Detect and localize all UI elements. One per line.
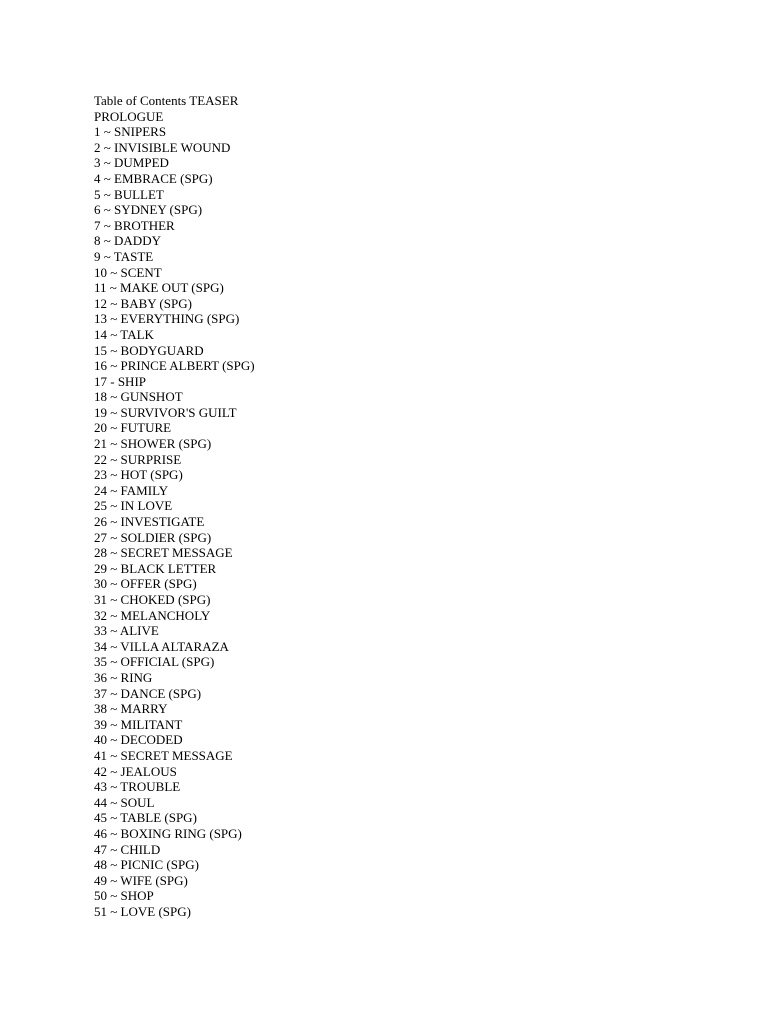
toc-chapter-entry: 50 ~ SHOP [94,888,154,904]
toc-chapter-entry: 5 ~ BULLET [94,186,164,202]
toc-chapter-entry: 51 ~ LOVE (SPG) [94,903,191,919]
toc-chapter-entry: 10 ~ SCENT [94,264,162,280]
toc-chapter-entry: 1 ~ SNIPERS [94,124,167,140]
toc-chapter-entry: 7 ~ BROTHER [94,217,175,233]
toc-chapter-entry: 19 ~ SURVIVOR'S GUILT [94,404,237,420]
toc-chapter-entry: 23 ~ HOT (SPG) [94,467,183,483]
toc-chapter-entry: 33 ~ ALIVE [94,623,159,639]
toc-chapter-entry: 24 ~ FAMILY [94,482,169,498]
toc-chapter-entry: 46 ~ BOXING RING (SPG) [94,825,242,841]
toc-chapter-entry: 40 ~ DECODED [94,732,183,748]
toc-chapter-entry: 21 ~ SHOWER (SPG) [94,436,212,452]
toc-chapter-entry: 2 ~ INVISIBLE WOUND [94,139,231,155]
toc-chapter-entry: 44 ~ SOUL [94,794,155,810]
table-of-contents [94,93,255,919]
toc-chapter-entry: 3 ~ DUMPED [94,155,169,171]
toc-chapter-entry: 15 ~ BODYGUARD [94,342,204,358]
toc-chapter-entry: 27 ~ SOLDIER (SPG) [94,529,212,545]
toc-chapter-entry: 37 ~ DANCE (SPG) [94,685,202,701]
toc-chapter-entry: 13 ~ EVERYTHING (SPG) [94,311,240,327]
toc-chapter-entry: 39 ~ MILITANT [94,716,183,732]
toc-chapter-entry: 29 ~ BLACK LETTER [94,560,217,576]
toc-chapter-entry: 48 ~ PICNIC (SPG) [94,857,199,873]
toc-chapter-entry: 28 ~ SECRET MESSAGE [94,545,233,561]
toc-header: Table of Contents TEASER [94,93,239,108]
toc-chapter-entry: 8 ~ DADDY [94,233,161,249]
toc-chapter-entry: 36 ~ RING [94,669,153,685]
toc-prologue: PROLOGUE [94,108,164,124]
toc-chapter-entry: 9 ~ TASTE [94,248,154,264]
toc-chapter-entry: 35 ~ OFFICIAL (SPG) [94,654,215,670]
toc-chapter-entry: 43 ~ TROUBLE [94,779,181,795]
toc-chapter-entry: 32 ~ MELANCHOLY [94,607,211,623]
toc-chapter-entry: 17 - SHIP [94,373,147,389]
toc-chapter-entry: 31 ~ CHOKED (SPG) [94,592,211,607]
toc-chapter-entry: 45 ~ TABLE (SPG) [94,810,197,826]
toc-chapter-entry: 11 ~ MAKE OUT (SPG) [94,280,224,296]
toc-chapter-entry: 34 ~ VILLA ALTARAZA [94,638,229,654]
toc-chapter-entry: 49 ~ WIFE (SPG) [94,872,188,888]
toc-chapter-entry: 20 ~ FUTURE [94,420,172,436]
toc-chapter-entry: 25 ~ IN LOVE [94,498,173,514]
toc-chapter-entry: 41 ~ SECRET MESSAGE [94,747,233,763]
toc-chapter-entry: 47 ~ CHILD [94,841,161,857]
toc-chapter-entry: 26 ~ INVESTIGATE [94,514,205,530]
toc-chapter-entry: 4 ~ EMBRACE (SPG) [94,170,213,186]
toc-chapter-entry: 18 ~ GUNSHOT [94,389,183,405]
toc-chapter-entry: 16 ~ PRINCE ALBERT (SPG) [94,358,255,374]
toc-chapter-entry: 30 ~ OFFER (SPG) [94,576,197,592]
toc-chapter-entry: 14 ~ TALK [94,326,154,342]
toc-chapter-entry: 22 ~ SURPRISE [94,451,182,467]
toc-chapter-entry: 38 ~ MARRY [94,701,168,717]
toc-chapter-entry: 6 ~ SYDNEY (SPG) [94,202,203,218]
toc-chapter-entry: 42 ~ JEALOUS [94,763,177,779]
toc-chapter-entry: 12 ~ BABY (SPG) [94,295,192,311]
